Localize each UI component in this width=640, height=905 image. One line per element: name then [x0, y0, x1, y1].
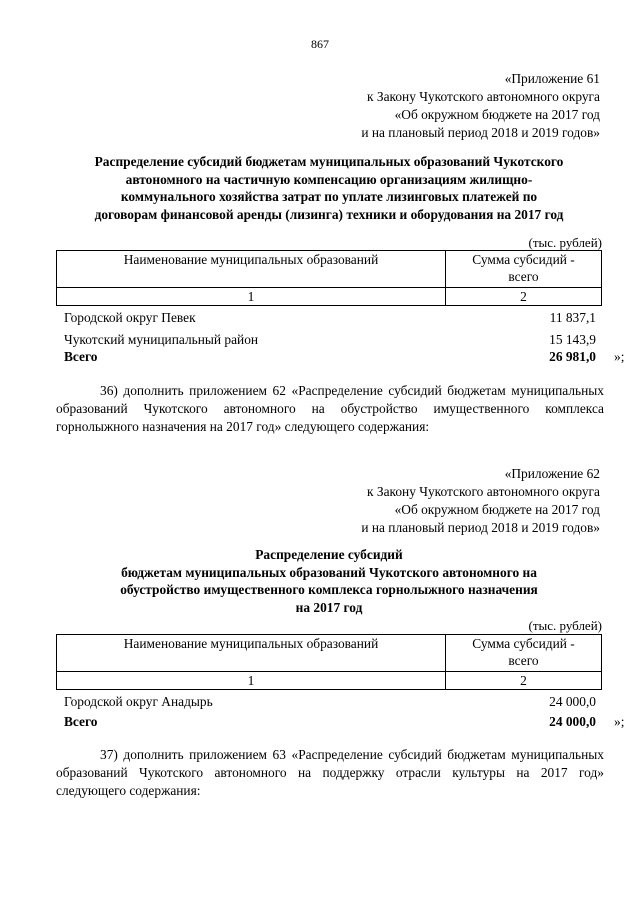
col-name-header: Наименование муниципальных образований: [57, 251, 446, 288]
annex-61-line: к Закону Чукотского автономного округа: [367, 89, 600, 104]
row-name: Городской округ Певек: [64, 310, 196, 325]
annex-61-line: «Об окружном бюджете на 2017 год: [394, 107, 600, 122]
paragraph-37: [56, 746, 604, 800]
row-name: Городской округ Анадырь: [64, 694, 213, 709]
row-amount: 15 143,9: [549, 332, 596, 347]
total-row: [64, 713, 625, 731]
total-amount: 26 981,0: [549, 349, 596, 364]
title-line: договорам финансовой аренды (лизинга) техники и оборудования на 2017 год: [94, 206, 564, 222]
annex-62-unit: (тыс. рублей): [528, 618, 602, 633]
annex-62-title: [56, 546, 602, 616]
annex-61-title: [56, 153, 602, 223]
title-line: автономного на частичную компенсацию организациям жилищно-: [125, 171, 533, 187]
table-row: [64, 331, 596, 349]
row-amount: 11 837,1: [549, 310, 596, 325]
annex-61-line: «Приложение 61: [504, 71, 600, 86]
paragraph-36: [56, 382, 604, 436]
annex-61-header: [361, 70, 600, 142]
annex-62-line: «Приложение 62: [504, 466, 600, 481]
annex-61-table-header: [56, 250, 602, 306]
annex-61-line: и на плановый период 2018 и 2019 годов»: [361, 125, 600, 140]
col-num-2: 2: [446, 288, 602, 306]
total-amount: 24 000,0: [549, 714, 596, 729]
title-line: коммунального хозяйства затрат по уплате лизинговых платежей по: [120, 189, 538, 204]
paragraph-36-text: 36) дополнить приложением 62 «Распределение субсидий бюджетам муниципальных образований Чукотского автономного на обустройство имущественного комплекса горнолыжного назначения на 2017 год» следующего содержания:: [56, 383, 604, 434]
page-number: 867: [311, 37, 329, 51]
col-sum-header: Сумма субсидий - всего: [446, 251, 602, 288]
title-line: Распределение субсидий бюджетам муниципальных образований Чукотского: [94, 154, 564, 169]
col-num-1: 1: [57, 672, 446, 690]
col-name-header: Наименование муниципальных образований: [57, 635, 446, 672]
paragraph-37-text: 37) дополнить приложением 63 «Распределение субсидий бюджетам муниципальных образований Чукотского автономного на поддержку отрасли культуры на 2017 год» следующего содержания:: [56, 747, 604, 798]
col-sum-header: Сумма субсидий - всего: [446, 635, 602, 672]
row-amount: 24 000,0: [549, 694, 596, 709]
closing-quote: »;: [614, 349, 625, 364]
row-name: Чукотский муниципальный район: [64, 332, 259, 347]
title-line: на 2017 год: [295, 599, 363, 615]
annex-62-line: к Закону Чукотского автономного округа: [367, 484, 600, 499]
total-row: [64, 348, 625, 366]
col-num-1: 1: [57, 288, 446, 306]
annex-62-line: «Об окружном бюджете на 2017 год: [394, 502, 600, 517]
title-line: обустройство имущественного комплекса горнолыжного назначения: [120, 582, 538, 597]
annex-62-header: [361, 465, 600, 537]
annex-61-unit: (тыс. рублей): [528, 235, 602, 250]
annex-62-table-header: [56, 634, 602, 690]
col-num-2: 2: [446, 672, 602, 690]
closing-quote: »;: [614, 714, 625, 729]
title-line: Распределение субсидий: [255, 547, 403, 562]
title-line: бюджетам муниципальных образований Чукотского автономного на: [121, 564, 537, 580]
annex-62-line: и на плановый период 2018 и 2019 годов»: [361, 520, 600, 535]
table-row: [64, 693, 596, 711]
table-row: [64, 309, 596, 327]
total-label: Всего: [64, 349, 98, 364]
total-label: Всего: [64, 714, 98, 729]
